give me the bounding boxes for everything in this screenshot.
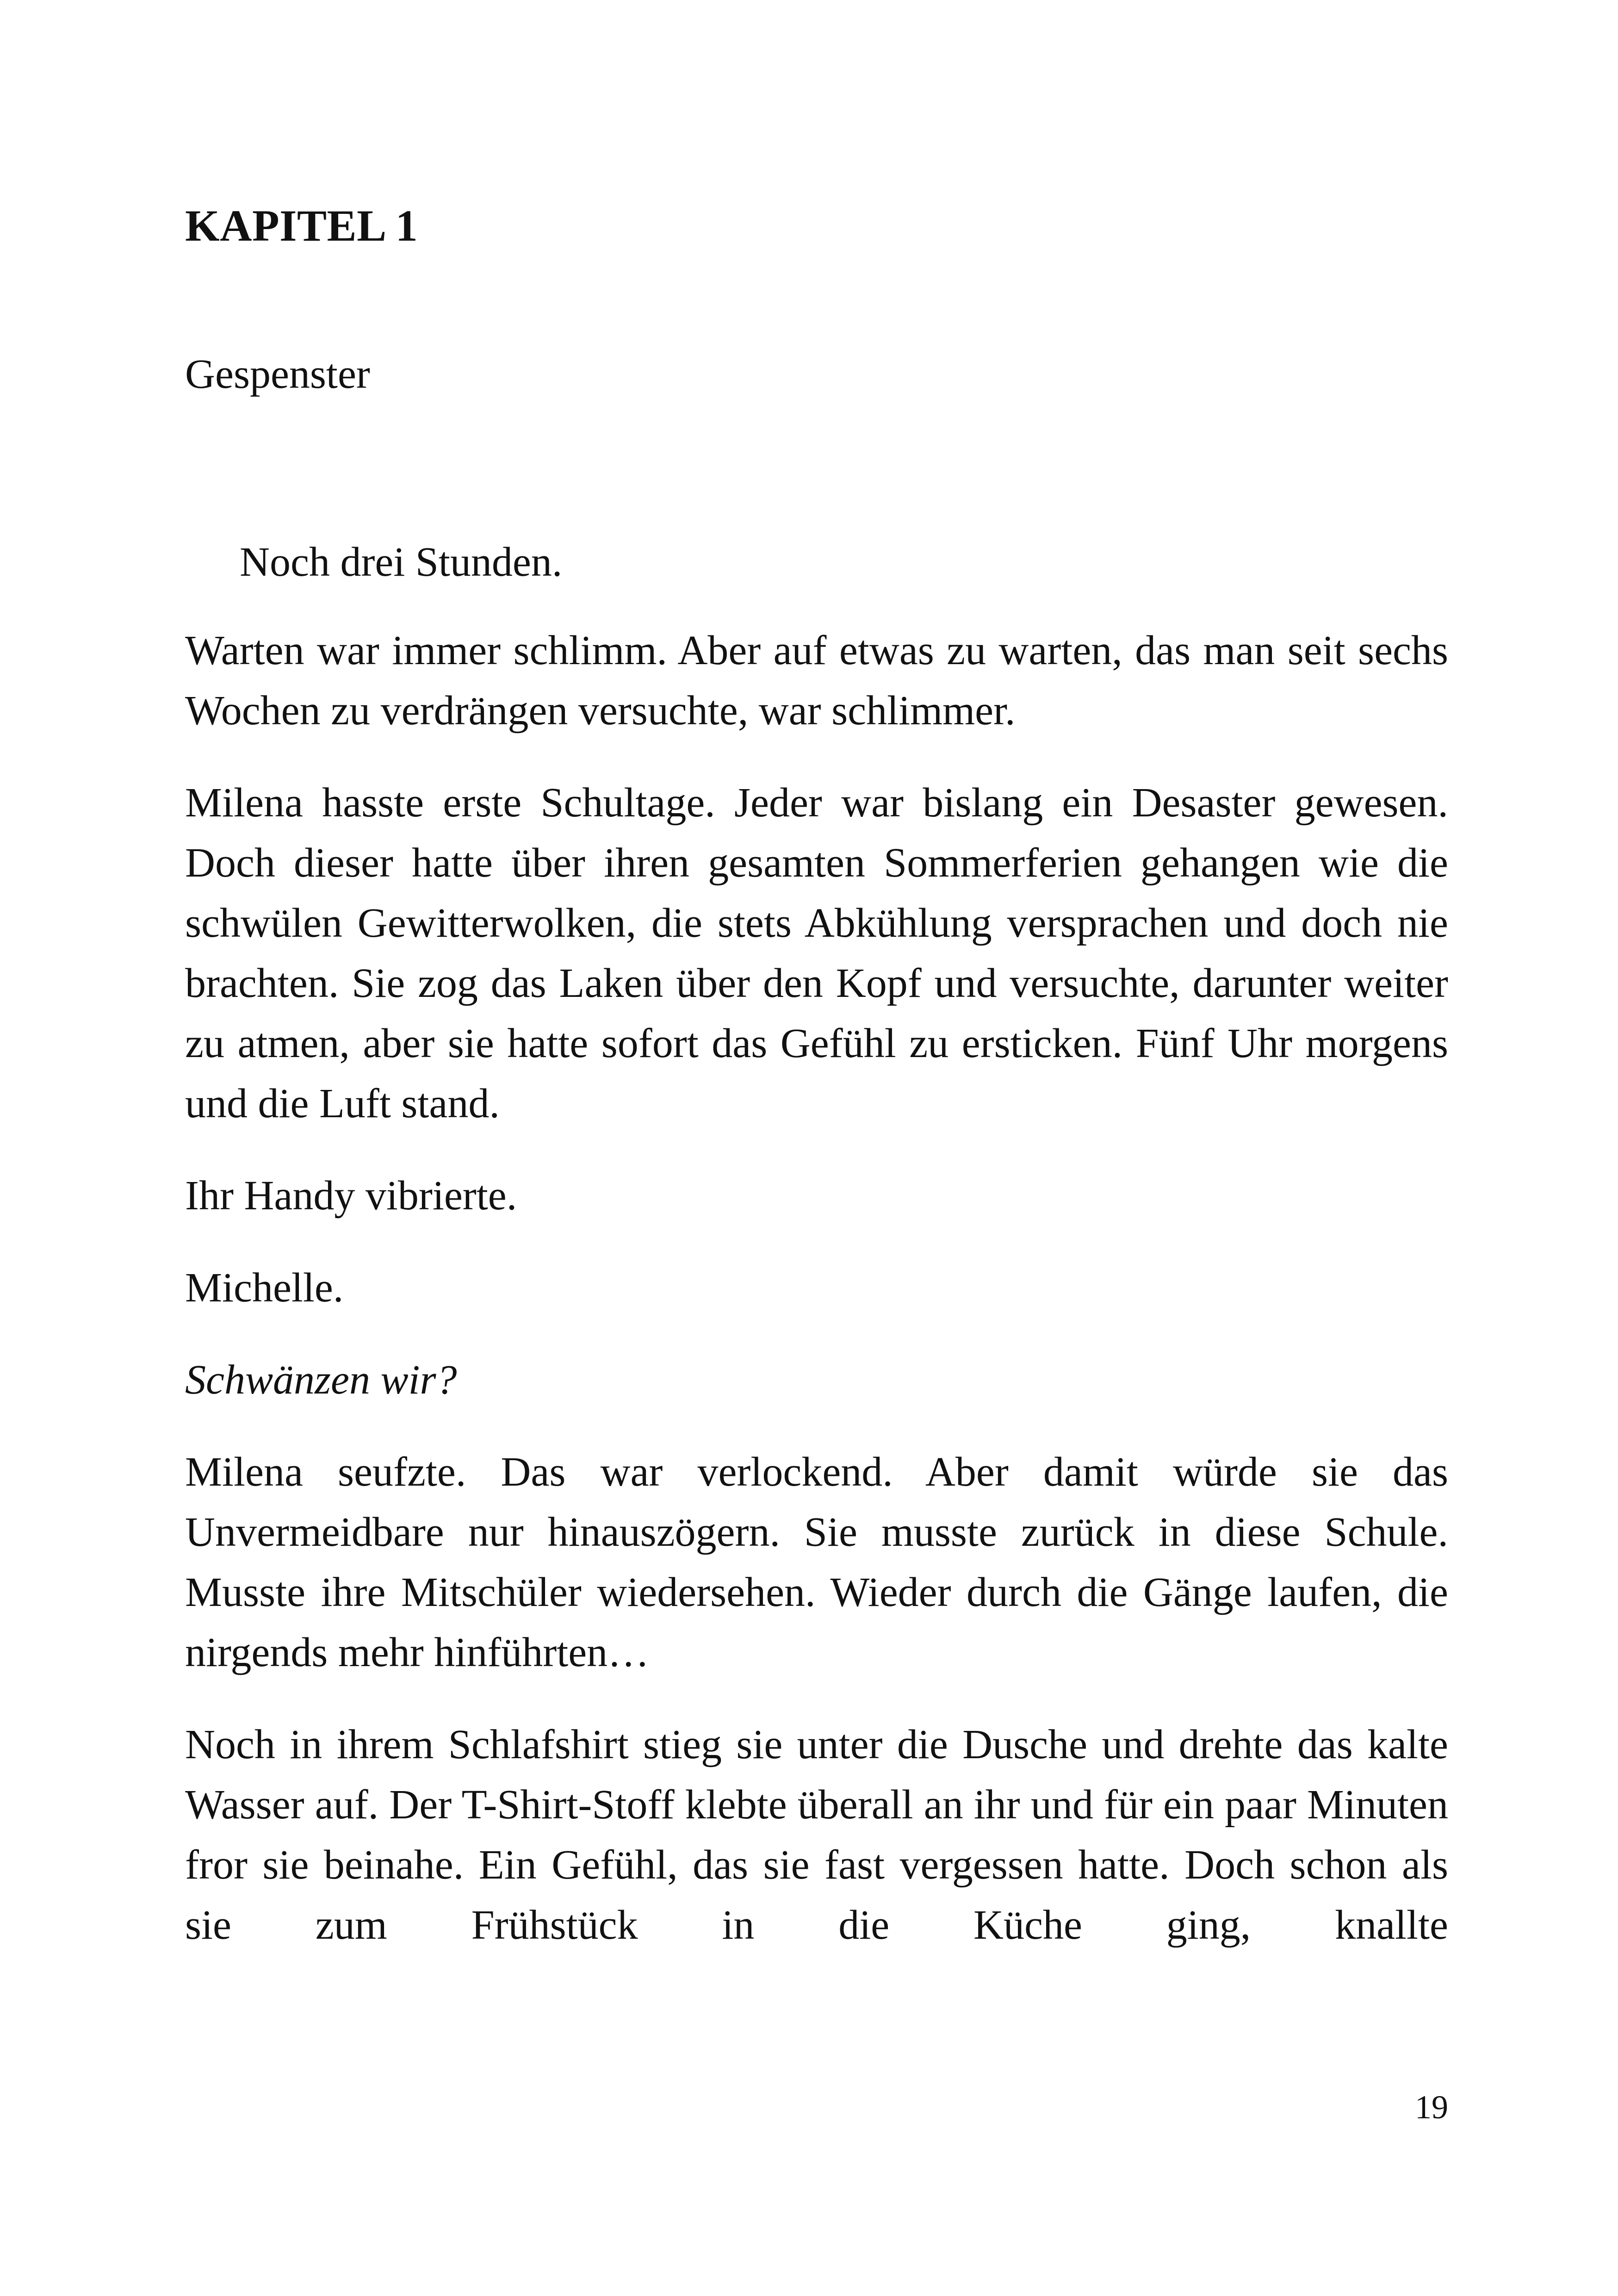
chapter-body	[185, 532, 1448, 1987]
paragraph: Milena seufzte. Das war verlockend. Aber damit würde sie das Unvermeidbare nur hinauszögern. Sie musste zurück in diese Schule. Musste ihre Mitschüler wiedersehen. Wieder durch die Gänge laufen, die nirgends mehr hinführten…	[185, 1449, 1448, 1675]
paragraph: Noch in ihrem Schlafshirt stieg sie unter die Dusche und drehte das kalte Wasser auf. Der T-Shirt-Stoff klebte überall an ihr und für ein paar Minuten fror sie beinahe. Ein Gefühl, das sie fast vergessen hatte. Doch schon als sie zum Frühstück in die Küche ging, knallte	[185, 1722, 1448, 1948]
paragraph: Warten war immer schlimm. Aber auf etwas zu warten, das man seit sechs Wochen zu verdrängen versuchte, war schlimmer.	[185, 628, 1448, 734]
paragraph: Michelle.	[185, 1265, 344, 1311]
paragraph: Noch drei Stunden.	[240, 539, 563, 585]
chapter-subtitle: Gespenster	[185, 351, 370, 397]
paragraph: Ihr Handy vibrierte.	[185, 1173, 517, 1219]
page-number: 19	[1415, 2089, 1448, 2126]
text-message: Schwänzen wir?	[185, 1357, 457, 1403]
chapter-title: KAPITEL 1	[185, 201, 418, 250]
paragraph: Milena hasste erste Schultage. Jeder war bislang ein Desaster gewesen. Doch dieser hatte über ihren gesamten Sommerferien gehangen wie die schwülen Gewitterwolken, die stets Abkühlung versprachen und doch nie brachten. Sie zog das Laken über den Kopf und versuchte, darunter weiter zu atmen, aber sie hatte sofort das Gefühl zu ersticken. Fünf Uhr morgens und die Luft stand.	[185, 780, 1448, 1126]
